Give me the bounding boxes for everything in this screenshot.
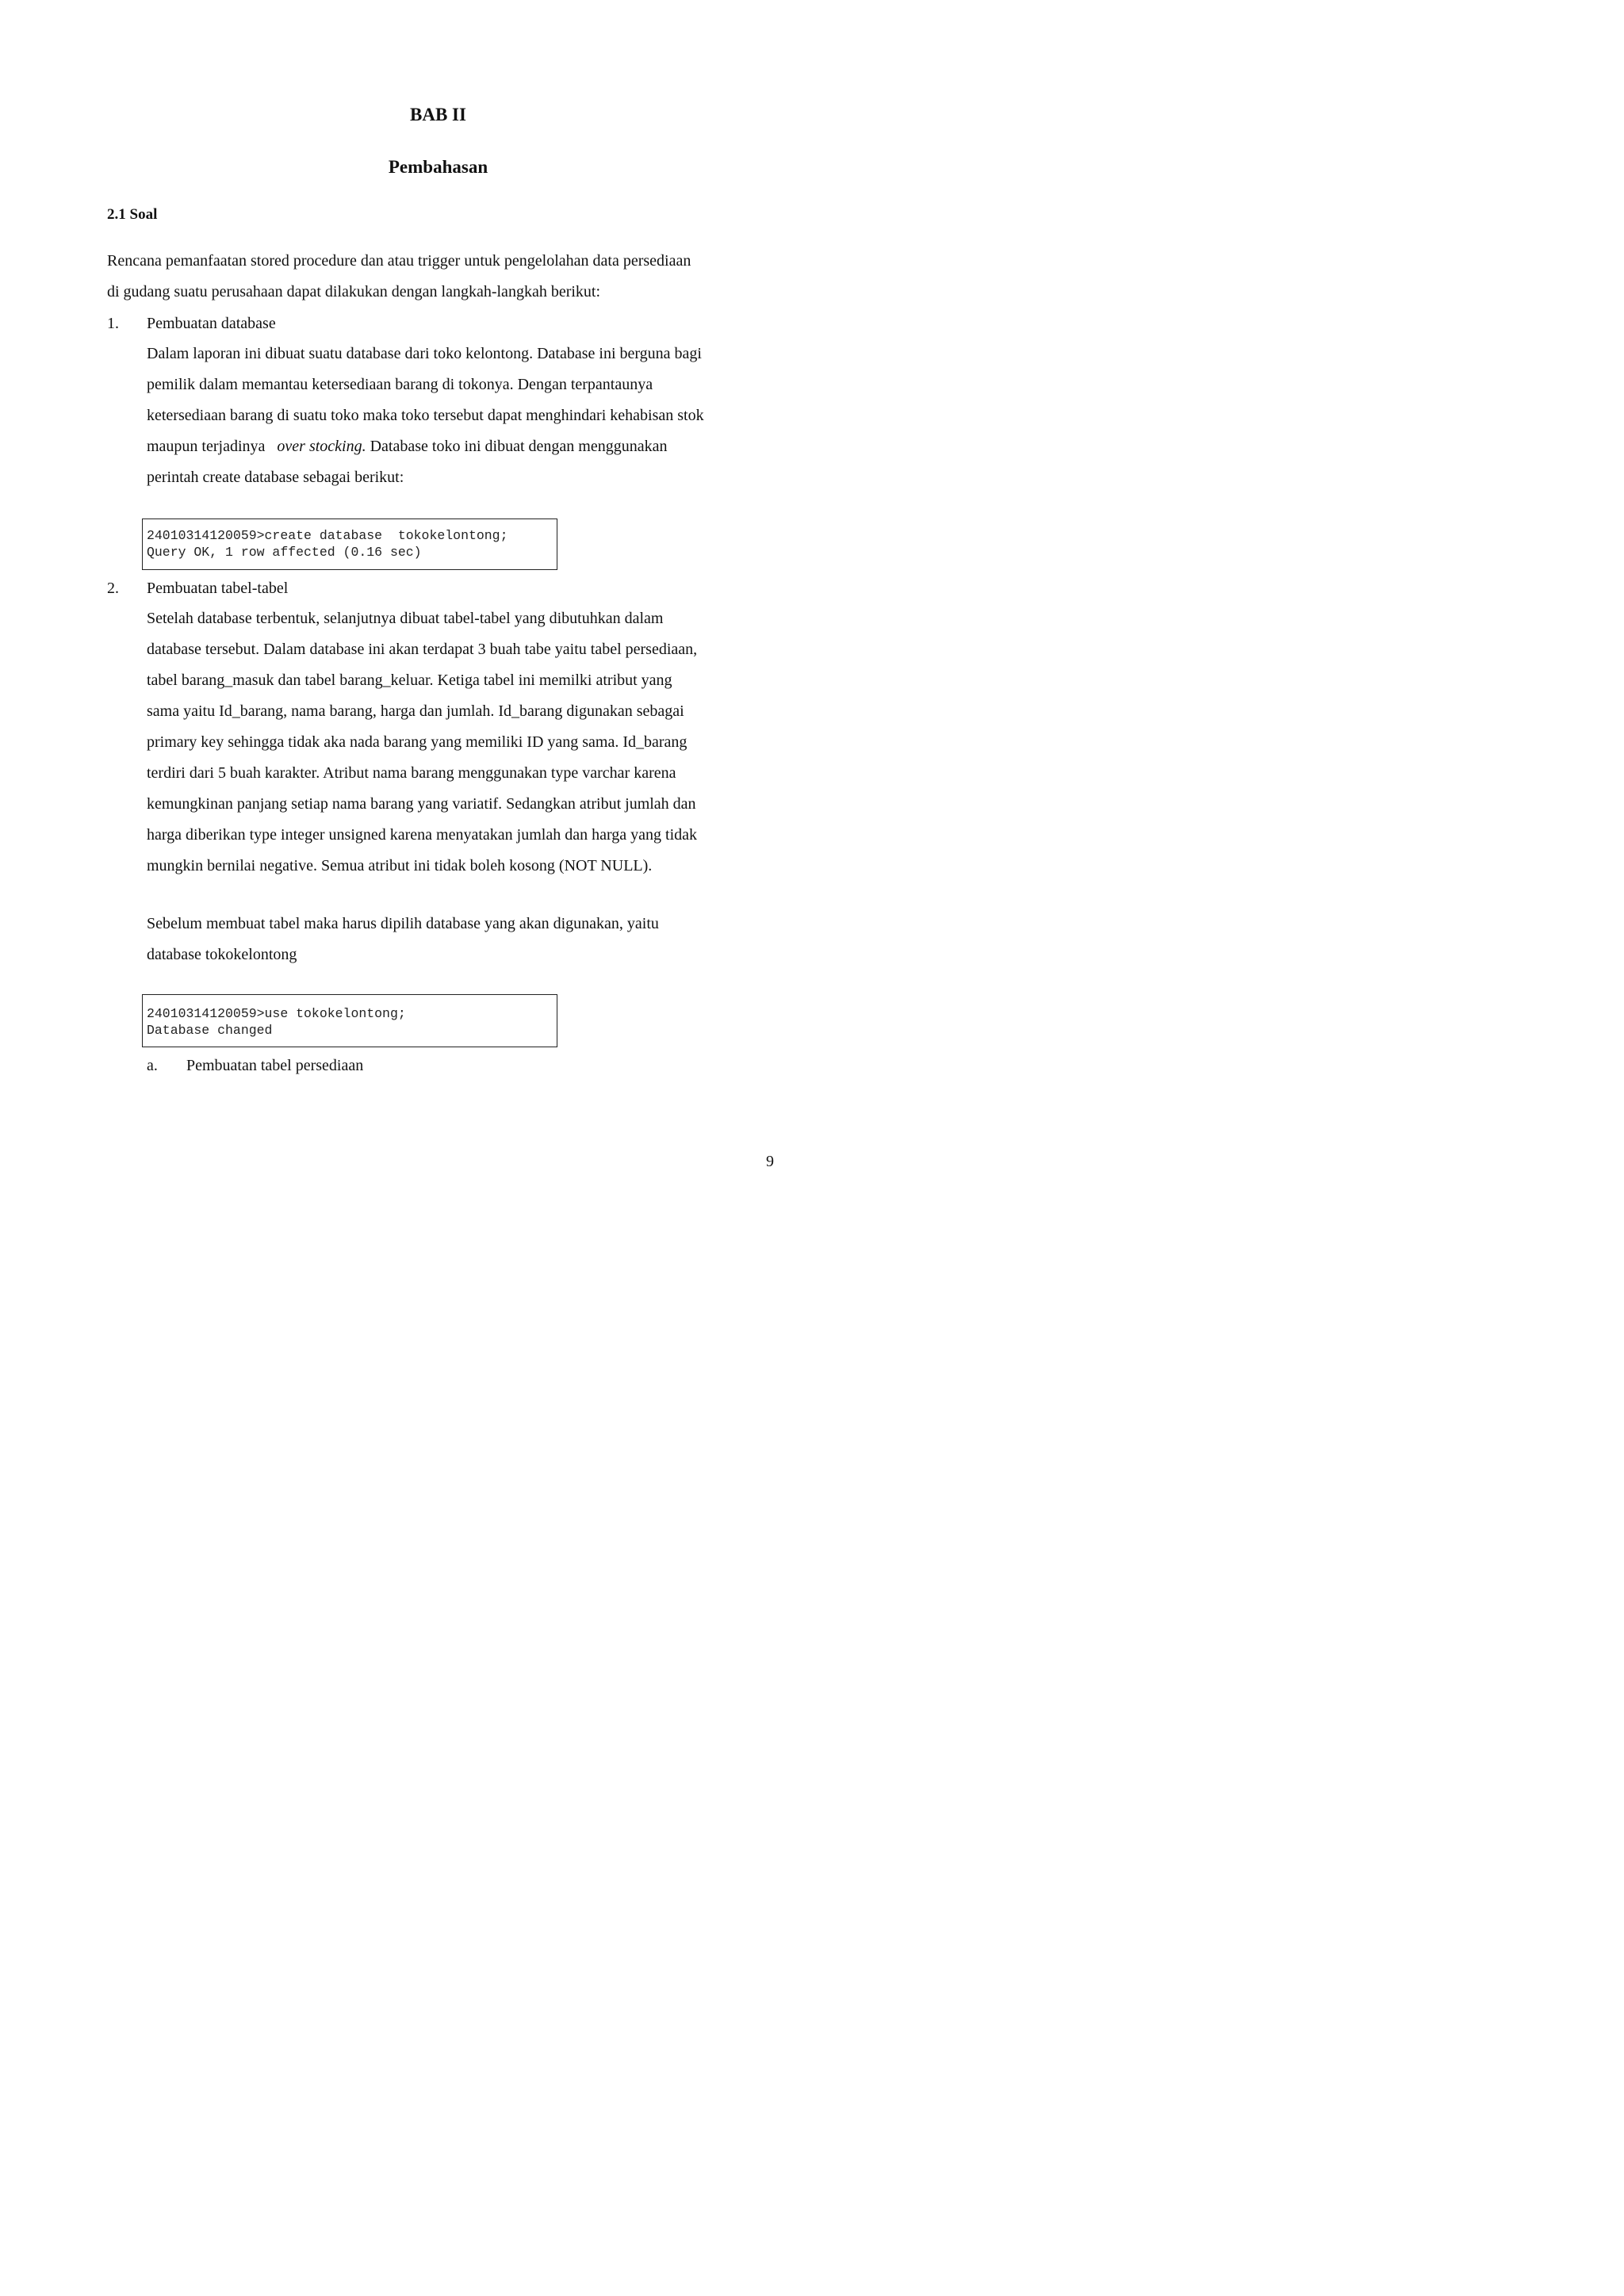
code-line: Query OK, 1 row affected (0.16 sec) bbox=[147, 545, 422, 560]
intro-paragraph bbox=[107, 246, 691, 308]
intro-line: di gudang suatu perusahaan dapat dilakukan dengan langkah-langkah berikut: bbox=[107, 283, 601, 300]
list-number: 1. bbox=[107, 315, 119, 332]
paragraph-line: perintah create database sebagai berikut: bbox=[147, 469, 404, 486]
intro-line: Rencana pemanfaatan stored procedure dan atau trigger untuk pengelolahan data persediaan bbox=[107, 252, 691, 270]
sub-list-title: Pembuatan tabel persediaan bbox=[186, 1057, 364, 1074]
paragraph-line: database tersebut. Dalam database ini akan terdapat 3 buah tabe yaitu tabel persediaan, bbox=[147, 641, 698, 658]
paragraph-line: sama yaitu Id_barang, nama barang, harga dan jumlah. Id_barang digunakan sebagai bbox=[147, 702, 684, 720]
emphasis-text: over stocking. bbox=[277, 438, 366, 455]
paragraph-line: terdiri dari 5 buah karakter. Atribut nama barang menggunakan type varchar karena bbox=[147, 764, 676, 782]
paragraph-line: Dalam laporan ini dibuat suatu database dari toko kelontong. Database ini berguna bagi bbox=[147, 345, 702, 362]
paragraph-line bbox=[147, 431, 704, 462]
paragraph-line: kemungkinan panjang setiap nama barang yang variatif. Sedangkan atribut jumlah dan bbox=[147, 795, 696, 813]
paragraph-line: Sebelum membuat tabel maka harus dipilih database yang akan digunakan, yaitu bbox=[147, 915, 659, 932]
code-block bbox=[142, 519, 557, 570]
item-paragraph bbox=[147, 603, 697, 882]
code-block bbox=[142, 994, 557, 1047]
list-number: 2. bbox=[107, 580, 119, 597]
list-item-title: Pembuatan tabel-tabel bbox=[147, 580, 289, 597]
paragraph-line: mungkin bernilai negative. Semua atribut ini tidak boleh kosong (NOT NULL). bbox=[147, 857, 653, 874]
paragraph-text: Database toko ini dibuat dengan menggunakan bbox=[370, 438, 668, 455]
paragraph-line: tabel barang_masuk dan tabel barang_keluar. Ketiga tabel ini memilki atribut yang bbox=[147, 672, 672, 689]
paragraph-line: ketersediaan barang di suatu toko maka toko tersebut dapat menghindari kehabisan stok bbox=[147, 407, 704, 424]
item-paragraph bbox=[147, 339, 704, 493]
paragraph-line: harga diberikan type integer unsigned karena menyatakan jumlah dan harga yang tidak bbox=[147, 826, 698, 844]
page-number: 9 bbox=[766, 1153, 774, 1170]
code-line: 24010314120059>use tokokelontong; bbox=[147, 1006, 406, 1021]
chapter-heading: BAB II bbox=[410, 105, 466, 124]
paragraph-text: maupun terjadinya bbox=[147, 438, 266, 455]
sub-list-letter: a. bbox=[147, 1057, 158, 1074]
paragraph-line: pemilik dalam memantau ketersediaan barang di tokonya. Dengan terpantaunya bbox=[147, 376, 653, 393]
list-item-title: Pembuatan database bbox=[147, 315, 276, 332]
section-title: 2.1 Soal bbox=[107, 206, 158, 223]
paragraph-line: primary key sehingga tidak aka nada barang yang memiliki ID yang sama. Id_barang bbox=[147, 733, 688, 751]
code-line: Database changed bbox=[147, 1023, 273, 1038]
code-line: 24010314120059>create database tokokelontong; bbox=[147, 528, 508, 543]
chapter-title: Pembahasan bbox=[388, 157, 488, 177]
paragraph-line: database tokokelontong bbox=[147, 946, 297, 963]
paragraph-line: Setelah database terbentuk, selanjutnya dibuat tabel-tabel yang dibutuhkan dalam bbox=[147, 610, 664, 627]
item-paragraph bbox=[147, 909, 659, 970]
